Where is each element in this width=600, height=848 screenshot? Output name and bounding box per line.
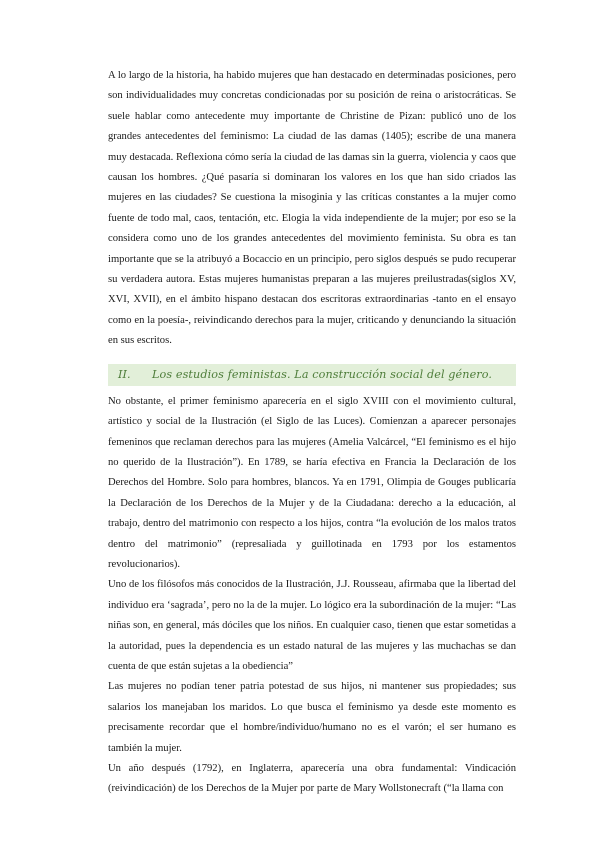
paragraph-patria-potestad: Las mujeres no podían tener patria potestad de sus hijos, ni mantener sus propiedades; sus salarios los manejaban los maridos. Lo que busca el feminismo ya desde este momento es precisamente recordar que el hombre/individuo/humano no es el varón; el ser humano es también la mujer. <box>108 681 516 754</box>
paragraph-christine-de-pizan: A lo largo de la historia, ha habido mujeres que han destacado en determinadas posiciones, pero son individualidades muy concretas condicionadas por su posición de reina o aristocráticas. Se suele hablar como antecedente muy importante de Christine de Pizan: publicó uno de los grandes antecedentes del feminismo: La ciudad de las damas (1405); escribe de una manera muy destacada. Reflexiona cómo sería la ciudad de las damas sin la guerra, violencia y caos que causan los hombres. ¿Qué pasaría si dominaran los valores en los que han sido criados las mujeres en las ciudades? Se cuestiona la misoginia y las críticas constantes a la mujer como fuente de todo mal, caos, tentación, etc. Elogia la vida independiente de la mujer; por eso se la considera como uno de los grandes antecedentes del movimiento feminista. Su obra es tan importante que se la atribuyó a Bocaccio en un principio, pero siglos después se pudo recuperar su verdadera autora. Estas mujeres humanistas preparan a las mujeres preilustradas(siglos XV, XVI, XVII), en el ámbito hispano destacan dos escritoras extraordinarias -tanto en el ensayo como en la poesía-, reivindicando derechos para la mujer, criticando y denunciando la situación en sus escritos. <box>108 70 516 347</box>
section-heading <box>108 364 516 386</box>
paragraph-ilustracion: No obstante, el primer feminismo aparecería en el siglo XVIII con el movimiento cultural, artístico y social de la Ilustración (el Siglo de las Luces). Comienzan a aparecer personajes femeninos que reclaman derechos para las mujeres (Amelia Valcárcel, “El feminismo es el hijo no querido de la Ilustración”). En 1789, se haría efectiva en Francia la Declaración de los Derechos del Hombre. Solo para hombres, blancos. Ya en 1791, Olimpia de Gouges publicaría la Declaración de los Derechos de la Mujer y de la Ciudadana: derecho a la educación, al trabajo, dentro del matrimonio con respecto a los hijos, contra “la evolución de los malos tratos dentro del matrimonio” (represaliada y guillotinada en 1793 por los estamentos revolucionarios). <box>108 395 516 570</box>
paragraph-rousseau: Uno de los filósofos más conocidos de la Ilustración, J.J. Rousseau, afirmaba que la libertad del individuo era ‘sagrada’, pero no la de la mujer. Lo lógico era la subordinación de la mujer: “Las niñas son, en general, más dóciles que los niños. En cualquier caso, tienen que estar sometidas a la autoridad, pues la dependencia es un estado natural de las mujeres y las muchachas se dan cuenta de que están sujetas a la obediencia” <box>108 579 516 672</box>
section-title: Los estudios feministas. La construcción social del género. <box>152 368 493 382</box>
section-number: II. <box>118 368 131 382</box>
document-page <box>108 66 516 800</box>
paragraph-wollstonecraft: Un año después (1792), en Inglaterra, aparecería una obra fundamental: Vindicación (reivindicación) de los Derechos de la Mujer por parte de Mary Wollstonecraft (“la llama con <box>108 763 516 795</box>
